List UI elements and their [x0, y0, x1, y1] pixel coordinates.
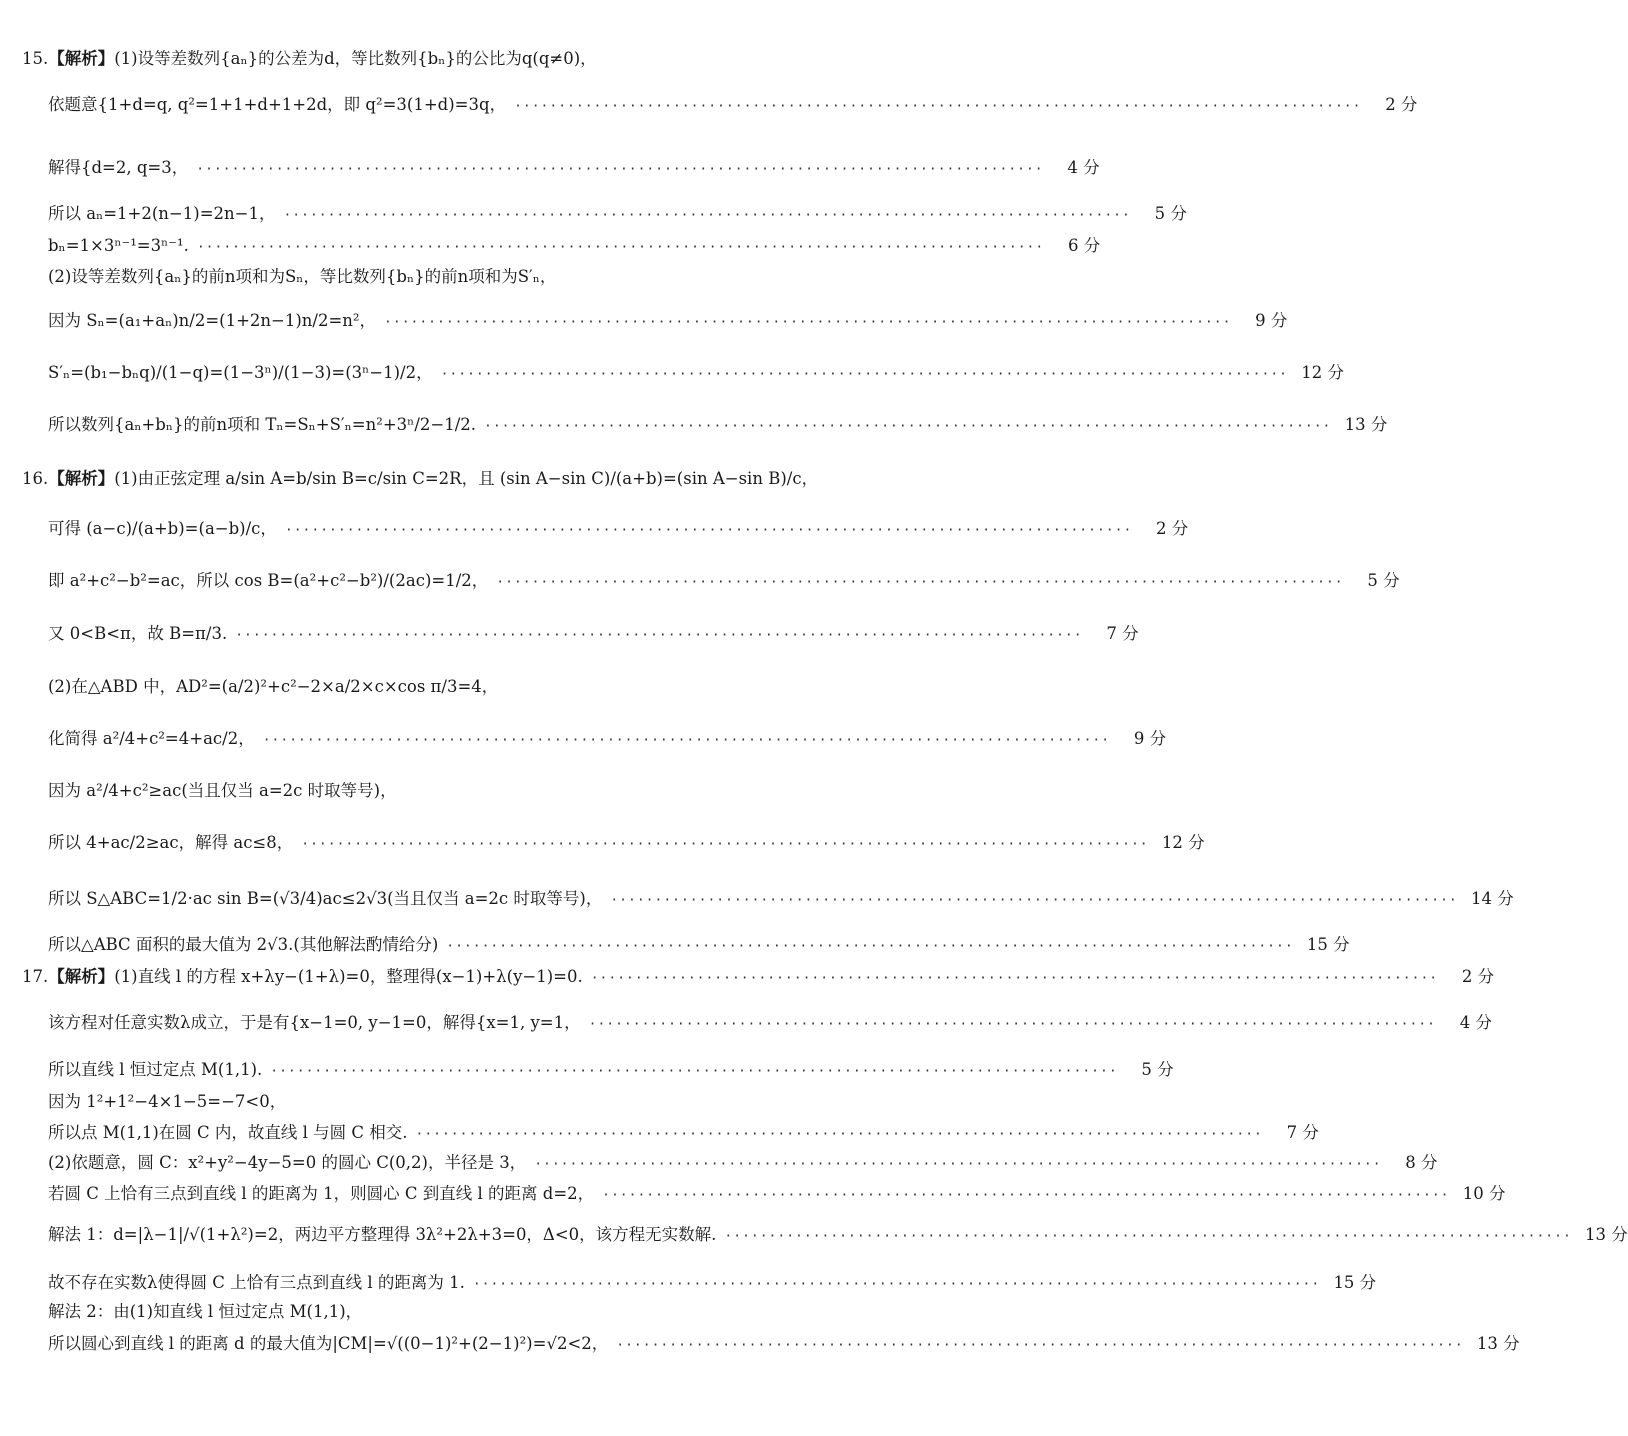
- leader-dots: ································································································: [262, 733, 1111, 748]
- score-label: 13 分: [1476, 1334, 1520, 1353]
- problem-16-line-6: [0, 728, 1167, 752]
- problem-16-line-9: [0, 888, 1514, 912]
- problem-16-line-7: [0, 780, 998, 802]
- problem-16-line-4: [0, 623, 1139, 647]
- solution-text: (2)设等差数列{aₙ}的前n项和为Sₙ，等比数列{bₙ}的前n项和为S′ₙ，: [48, 267, 557, 286]
- score-label: 13 分: [1344, 415, 1388, 434]
- problem-number: 15.: [22, 49, 49, 68]
- problem-17-line-9: [0, 1272, 1377, 1296]
- leader-dots: ································································································: [301, 837, 1149, 852]
- solution-text: 所以圆心到直线 l 的距离 d 的最大值为|CM|=√((0−1)²+(2−1)²)=√2<2，: [48, 1334, 609, 1353]
- problem-17-line-11: [0, 1333, 1520, 1357]
- score-label: 7 分: [1286, 1123, 1319, 1142]
- score-label: 6 分: [1067, 236, 1101, 255]
- solution-text: 即 a²+c²−b²=ac，所以 cos B=(a²+c²−b²)/(2ac)=1/2，: [48, 571, 489, 590]
- leader-dots: ································································································: [284, 523, 1133, 538]
- problem-15-line-3: [0, 157, 1100, 181]
- score-label: 9 分: [1133, 729, 1167, 748]
- solution-text: (1)直线 l 的方程 x+λy−(1+λ)=0，整理得(x−1)+λ(y−1)=0.: [114, 967, 583, 986]
- analysis-tag: 【解析】: [48, 967, 115, 986]
- score-label: 10 分: [1462, 1184, 1506, 1203]
- score-label: 5 分: [1154, 204, 1187, 223]
- solution-text: 所以数列{aₙ+bₙ}的前n项和 Tₙ=Sₙ+S′ₙ=n²+3ⁿ/2−1/2.: [48, 415, 477, 434]
- problem-16-line-1: [0, 468, 972, 490]
- problem-17-line-6: [0, 1152, 1438, 1176]
- score-label: 15 分: [1306, 935, 1350, 954]
- leader-dots: ································································································: [283, 208, 1131, 223]
- problem-16-line-10: [0, 934, 1350, 958]
- solution-text: 所以点 M(1,1)在圆 C 内，故直线 l 与圆 C 相交.: [48, 1123, 408, 1142]
- solution-text: 因为 1²+1²−4×1−5=−7<0，: [48, 1092, 287, 1111]
- leader-dots: ································································································: [610, 893, 1458, 908]
- problem-16-line-5: [0, 676, 998, 698]
- score-label: 5 分: [1141, 1060, 1174, 1079]
- leader-dots: ································································································: [590, 971, 1439, 986]
- problem-number: 17.: [22, 967, 49, 986]
- leader-dots: ································································································: [514, 99, 1362, 114]
- solution-text: 所以 4+ac/2≥ac，解得 ac≤8，: [48, 833, 294, 852]
- solution-text: 该方程对任意实数λ成立，于是有{x−1=0, y−1=0，解得{x=1, y=1，: [48, 1013, 581, 1032]
- leader-dots: ································································································: [196, 240, 1045, 255]
- problem-17-line-5: [0, 1122, 1319, 1146]
- problem-15-line-7: [0, 310, 1288, 334]
- problem-17-line-3: [0, 1059, 1174, 1083]
- score-label: 14 分: [1470, 889, 1514, 908]
- problem-15-line-4: [0, 203, 1187, 227]
- solution-text: 因为 a²/4+c²≥ac(当且仅当 a=2c 时取等号)，: [48, 781, 397, 800]
- problem-15-line-8: [0, 362, 1344, 386]
- solution-text: (1)设等差数列{aₙ}的公差为d，等比数列{bₙ}的公比为q(q≠0)，: [114, 49, 597, 68]
- leader-dots: ································································································: [602, 1188, 1450, 1203]
- solution-text: bₙ=1×3ⁿ⁻¹=3ⁿ⁻¹.: [48, 236, 189, 255]
- solution-text: 因为 Sₙ=(a₁+aₙ)n/2=(1+2n−1)n/2=n²，: [48, 311, 377, 330]
- solution-text: 解法 1：d=|λ−1|/√(1+λ²)=2，两边平方整理得 3λ²+2λ+3=0，Δ<0，该方程无实数解.: [48, 1225, 717, 1244]
- score-label: 9 分: [1255, 311, 1288, 330]
- score-label: 2 分: [1461, 967, 1495, 986]
- problem-15-line-1: [0, 48, 972, 70]
- problem-17-line-10: [0, 1301, 998, 1323]
- solution-text: 化简得 a²/4+c²=4+ac/2，: [48, 729, 255, 748]
- score-label: 7 分: [1106, 624, 1139, 643]
- score-label: 12 分: [1301, 363, 1344, 382]
- problem-15-line-9: [0, 414, 1388, 438]
- analysis-tag: 【解析】: [48, 469, 115, 488]
- problem-17-line-4: [0, 1091, 998, 1113]
- score-label: 13 分: [1585, 1225, 1628, 1244]
- score-label: 12 分: [1161, 833, 1205, 852]
- analysis-tag: 【解析】: [48, 49, 115, 68]
- score-label: 8 分: [1405, 1153, 1438, 1172]
- solution-text: 解得{d=2, q=3，: [48, 158, 189, 177]
- problem-15-line-2: [0, 94, 1418, 118]
- solution-text: 解法 2：由(1)知直线 l 恒过定点 M(1,1)，: [48, 1302, 363, 1321]
- problem-15-line-5: [0, 235, 1101, 259]
- solution-text: 所以△ABC 面积的最大值为 2√3.(其他解法酌情给分): [48, 935, 439, 954]
- leader-dots: ································································································: [440, 367, 1288, 382]
- solution-text: (1)由正弦定理 a/sin A=b/sin B=c/sin C=2R，且 (sin A−sin C)/(a+b)=(sin A−sin B)/c，: [114, 469, 819, 488]
- problem-16-line-3: [0, 570, 1400, 594]
- leader-dots: ································································································: [616, 1338, 1464, 1353]
- leader-dots: ································································································: [235, 628, 1083, 643]
- score-label: 2 分: [1385, 95, 1418, 114]
- problem-number: 16.: [22, 469, 49, 488]
- problem-17-line-2: [0, 1012, 1492, 1036]
- problem-16-line-8: [0, 832, 1205, 856]
- score-label: 4 分: [1459, 1013, 1492, 1032]
- problem-15-line-6: [0, 266, 998, 288]
- problem-17-line-1: [0, 966, 1495, 990]
- solution-text: 又 0<B<π，故 B=π/3.: [48, 624, 228, 643]
- leader-dots: ································································································: [415, 1127, 1263, 1142]
- solution-text: 若圆 C 上恰有三点到直线 l 的距离为 1，则圆心 C 到直线 l 的距离 d=2，: [48, 1184, 595, 1203]
- score-label: 2 分: [1156, 519, 1189, 538]
- solution-text: S′ₙ=(b₁−bₙq)/(1−q)=(1−3ⁿ)/(1−3)=(3ⁿ−1)/2，: [48, 363, 433, 382]
- leader-dots: ································································································: [724, 1229, 1572, 1244]
- solution-text: (2)在△ABD 中，AD²=(a/2)²+c²−2×a/2×c×cos π/3=4，: [48, 677, 499, 696]
- leader-dots: ································································································: [446, 939, 1294, 954]
- leader-dots: ································································································: [588, 1017, 1436, 1032]
- solution-text: 所以直线 l 恒过定点 M(1,1).: [48, 1060, 263, 1079]
- score-label: 5 分: [1367, 571, 1400, 590]
- leader-dots: ································································································: [472, 1277, 1321, 1292]
- solution-text: 所以 aₙ=1+2(n−1)=2n−1，: [48, 204, 276, 223]
- solution-text: (2)依题意，圆 C：x²+y²−4y−5=0 的圆心 C(0,2)，半径是 3，: [48, 1153, 527, 1172]
- solution-text: 依题意{1+d=q, q²=1+1+d+1+2d，即 q²=3(1+d)=3q，: [48, 95, 507, 114]
- leader-dots: ································································································: [196, 162, 1044, 177]
- solution-text: 所以 S△ABC=1/2·ac sin B=(√3/4)ac≤2√3(当且仅当 a=2c 时取等号)，: [48, 889, 603, 908]
- score-label: 4 分: [1067, 158, 1100, 177]
- solution-text: 可得 (a−c)/(a+b)=(a−b)/c，: [48, 519, 277, 538]
- leader-dots: ································································································: [384, 315, 1232, 330]
- leader-dots: ································································································: [270, 1064, 1118, 1079]
- leader-dots: ································································································: [534, 1157, 1382, 1172]
- problem-17-line-7: [0, 1183, 1506, 1207]
- leader-dots: ································································································: [484, 419, 1332, 434]
- score-label: 15 分: [1333, 1273, 1377, 1292]
- problem-16-line-2: [0, 518, 1189, 542]
- leader-dots: ································································································: [496, 575, 1344, 590]
- solution-text: 故不存在实数λ使得圆 C 上恰有三点到直线 l 的距离为 1.: [48, 1273, 465, 1292]
- problem-17-line-8: [0, 1224, 1628, 1248]
